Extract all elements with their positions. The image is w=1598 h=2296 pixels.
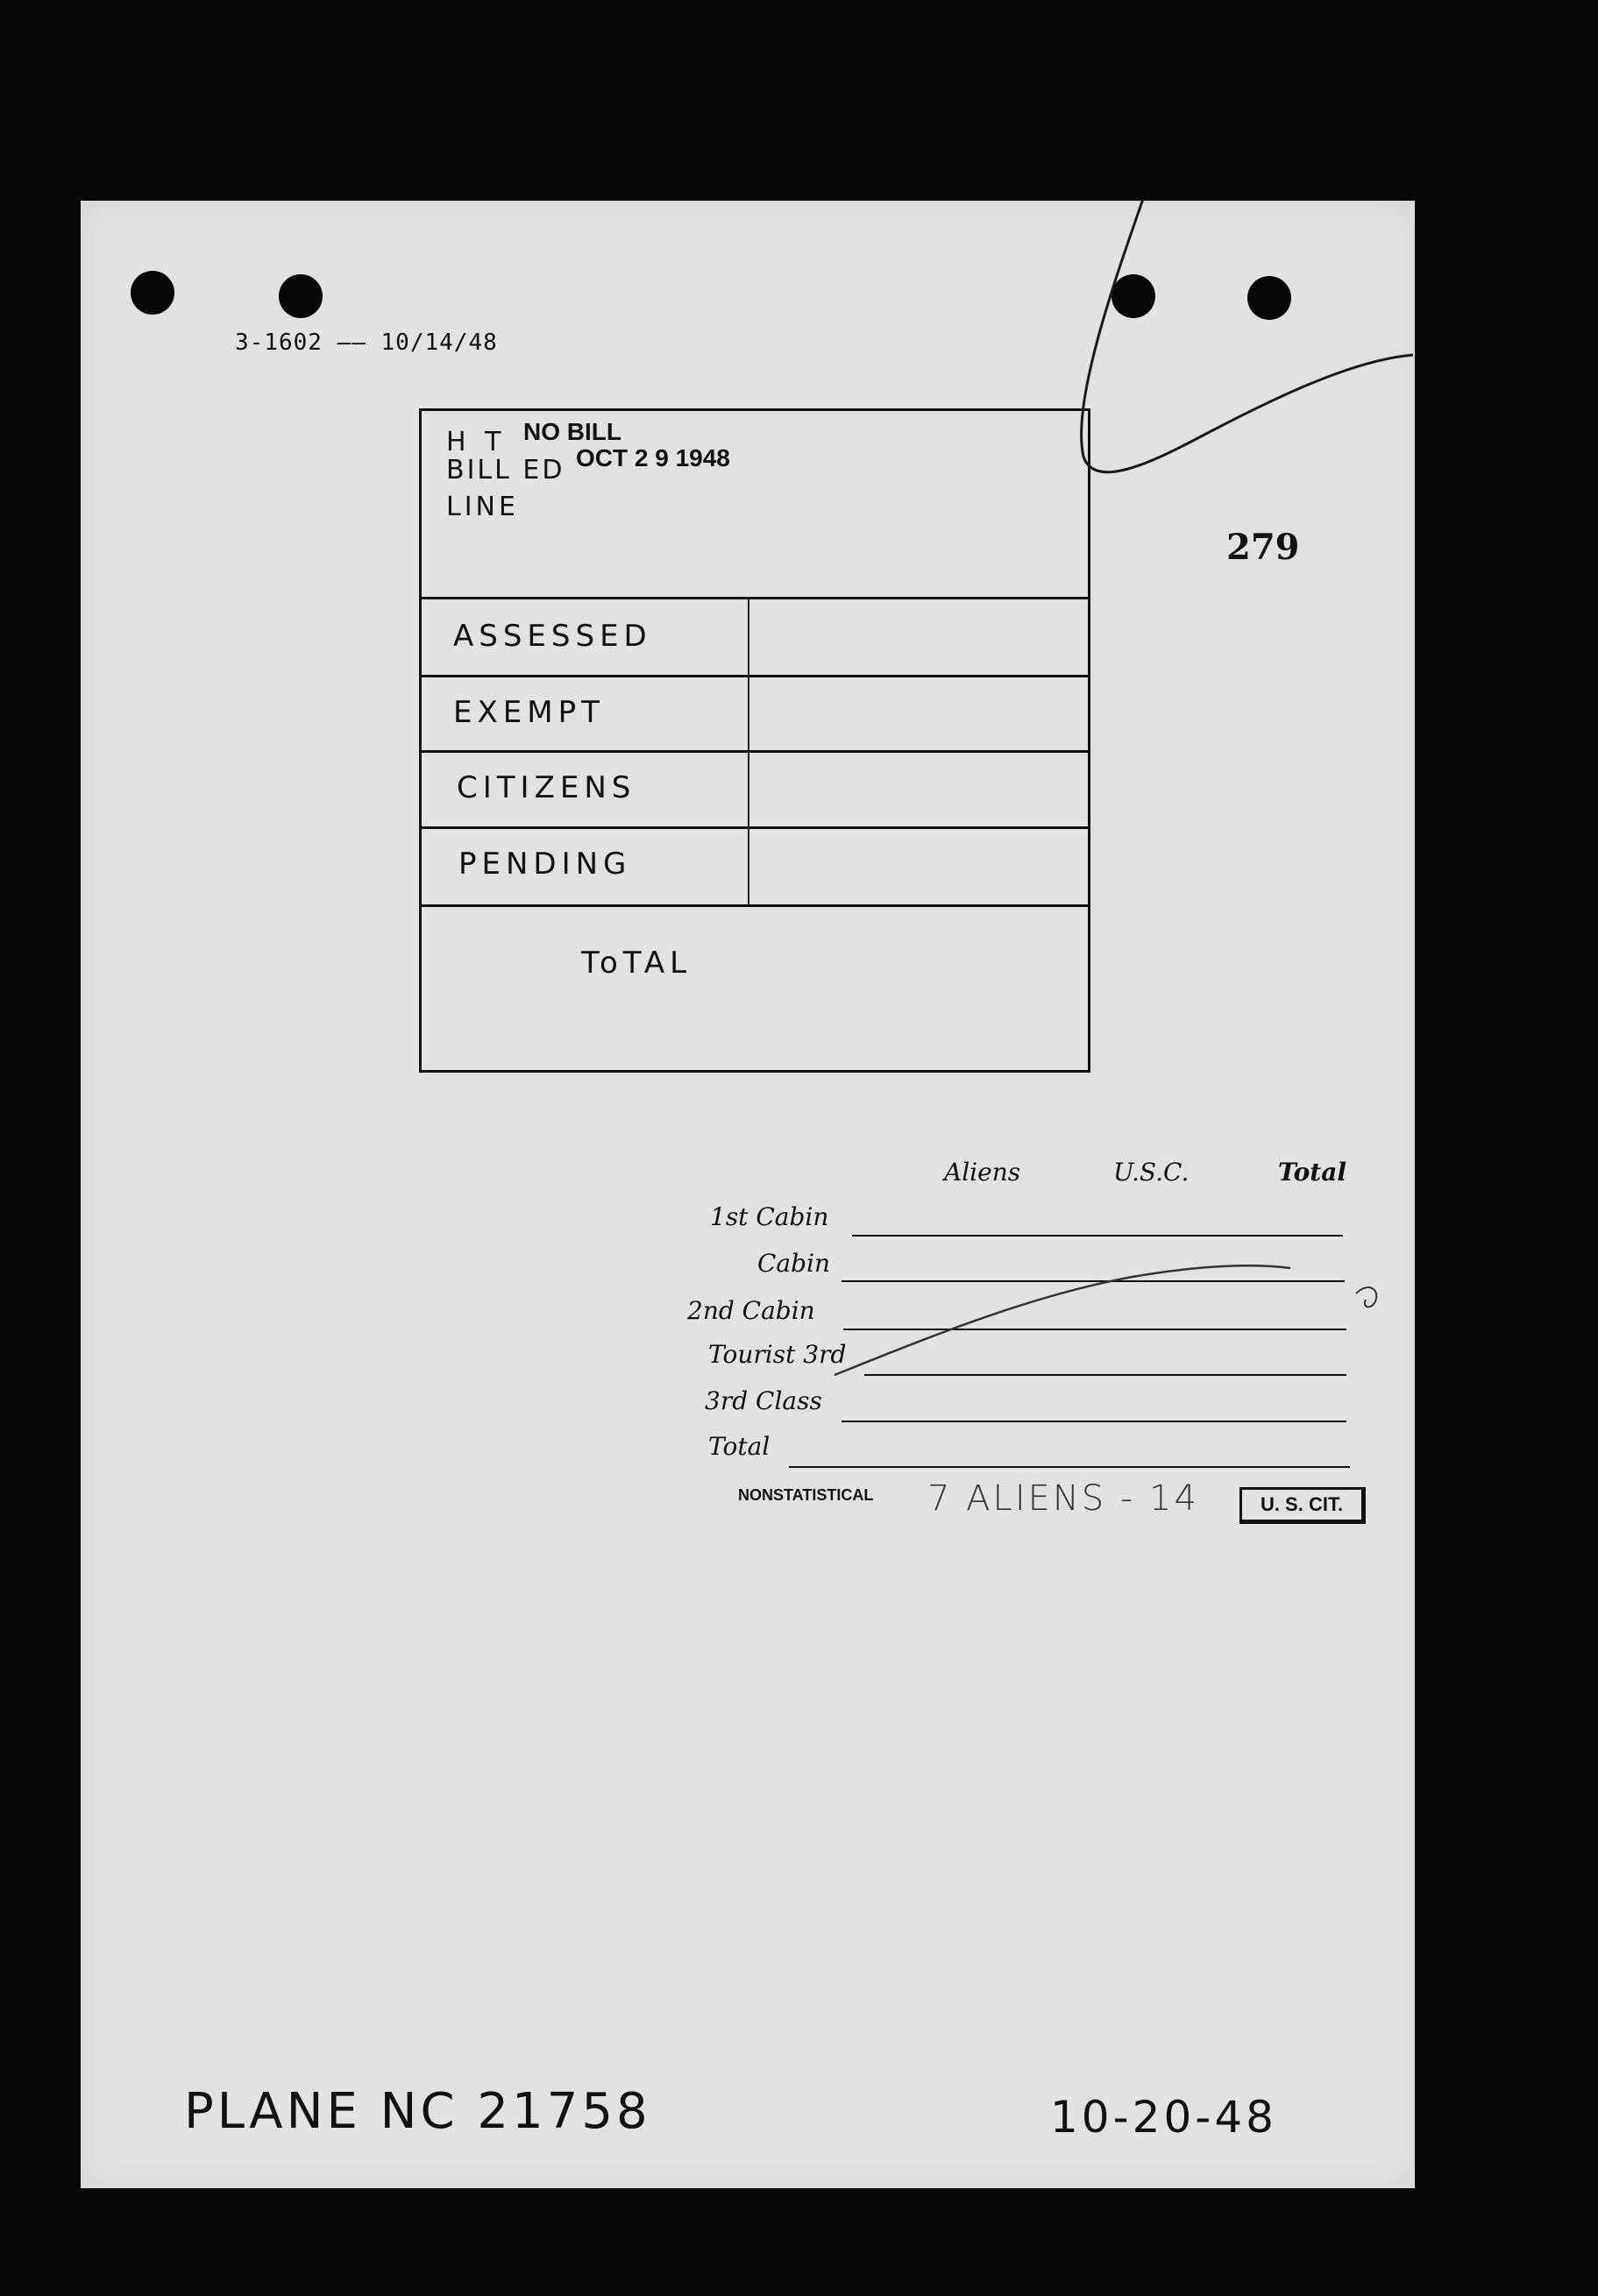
- no-bill-stamp: NO BILL: [523, 418, 621, 445]
- col-header-aliens: Aliens: [944, 1158, 1021, 1187]
- page-number: 279: [1226, 527, 1300, 568]
- document-page: [81, 201, 1415, 2188]
- punch-hole-2: [279, 274, 323, 318]
- row-1st-cabin: 1st Cabin: [710, 1202, 829, 1231]
- header-line-ht: H T: [446, 427, 507, 457]
- col-header-usc: U.S.C.: [1113, 1158, 1190, 1187]
- status-pending: PENDING: [458, 847, 632, 882]
- billed-date-stamp: OCT 2 9 1948: [576, 444, 730, 471]
- row-cabin: Cabin: [757, 1249, 831, 1278]
- date-handwritten-note: 10-20-48: [1050, 2092, 1277, 2143]
- col-header-total: Total: [1278, 1158, 1347, 1187]
- header-line-billed: BILL ED: [446, 455, 565, 485]
- punch-hole-4: [1247, 276, 1291, 320]
- status-assessed: ASSESSED: [453, 619, 652, 654]
- plane-handwritten-note: PLANE NC 21758: [184, 2083, 651, 2140]
- row-3rd-class: 3rd Class: [705, 1386, 822, 1415]
- aliens-handwritten-note: 7 ALIENS - 14: [927, 1478, 1199, 1519]
- us-cit-stamp: U. S. CIT.: [1239, 1487, 1366, 1524]
- status-exempt: EXEMPT: [453, 695, 605, 730]
- punch-hole-1: [131, 271, 174, 315]
- punch-hole-3: [1111, 274, 1155, 318]
- billing-box: [419, 408, 1090, 1073]
- status-citizens: CITIZENS: [457, 770, 636, 805]
- nonstatistical-stamp: NONSTATISTICAL: [738, 1486, 874, 1504]
- row-total: Total: [708, 1432, 771, 1461]
- file-reference: 3-1602 —— 10/14/48: [235, 330, 498, 356]
- row-2nd-cabin: 2nd Cabin: [687, 1296, 815, 1325]
- total-label: ToTAL: [581, 946, 692, 981]
- header-line-line: LINE: [446, 492, 519, 522]
- row-tourist-3rd: Tourist 3rd: [708, 1340, 847, 1369]
